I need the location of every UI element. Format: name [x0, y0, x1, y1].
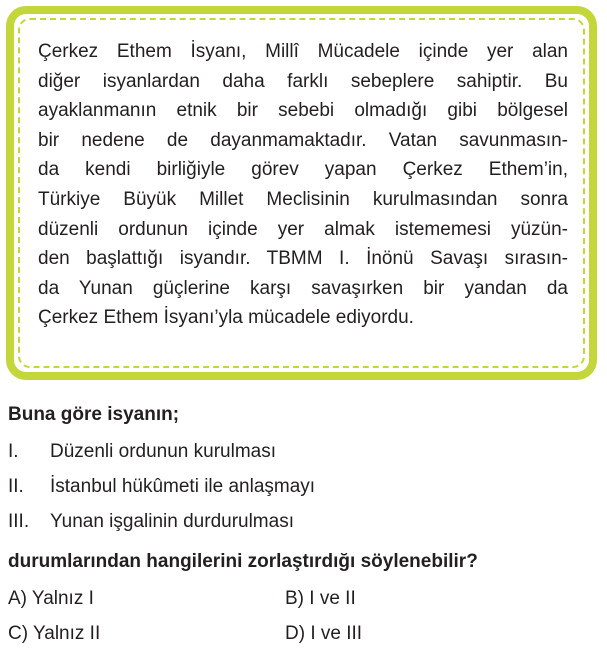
statement-number: III. [8, 511, 30, 532]
passage-line: da kendi birliğiyle görev yapan Çerkez Ethem’in, [38, 159, 568, 181]
option-b[interactable]: B) I ve II [285, 588, 356, 609]
passage-line: Çerkez Ethem İsyanı, Millî Mücadele içinde yer alan [38, 41, 568, 62]
statement-text: İstanbul hükûmeti ile anlaşmayı [50, 476, 316, 497]
statement-number: I. [8, 441, 19, 462]
passage-text [38, 37, 568, 333]
option-a[interactable]: A) Yalnız I [8, 588, 94, 609]
statement-text: Düzenli ordunun kurulması [50, 441, 277, 462]
passage-line: ayaklanmanın etnik bir sebebi olmadığı gibi bölgesel [38, 100, 568, 122]
option-c[interactable]: C) Yalnız II [8, 623, 101, 644]
passage-line: bir nedene de dayanmamaktadır. Vatan savunmasın- [38, 129, 568, 151]
question-stem: Buna göre isyanın; [8, 404, 180, 425]
statement-text: Yunan işgalinin durdurulması [50, 511, 294, 532]
passage-line: düzenli ordunun içinde yer almak istememesi yüzün- [38, 218, 568, 240]
passage-line: Çerkez Ethem İsyanı’yla mücadele ediyordu. [38, 307, 414, 329]
option-d[interactable]: D) I ve III [285, 623, 363, 644]
passage-line: Türkiye Büyük Millet Meclisinin kurulmasından sonra [38, 188, 568, 210]
question-text: durumlarından hangilerini zorlaştırdığı söylenebilir? [8, 551, 478, 572]
passage-line: diğer isyanlardan daha farklı sebeplere sahiptir. Bu [38, 70, 568, 92]
passage-box [6, 6, 597, 380]
passage-line: den başlattığı isyandır. TBMM I. İnönü Savaşı sırasın- [38, 248, 568, 270]
statement-number: II. [8, 476, 24, 497]
passage-line: da Yunan güçlerine karşı savaşırken bir yandan da [38, 277, 568, 299]
